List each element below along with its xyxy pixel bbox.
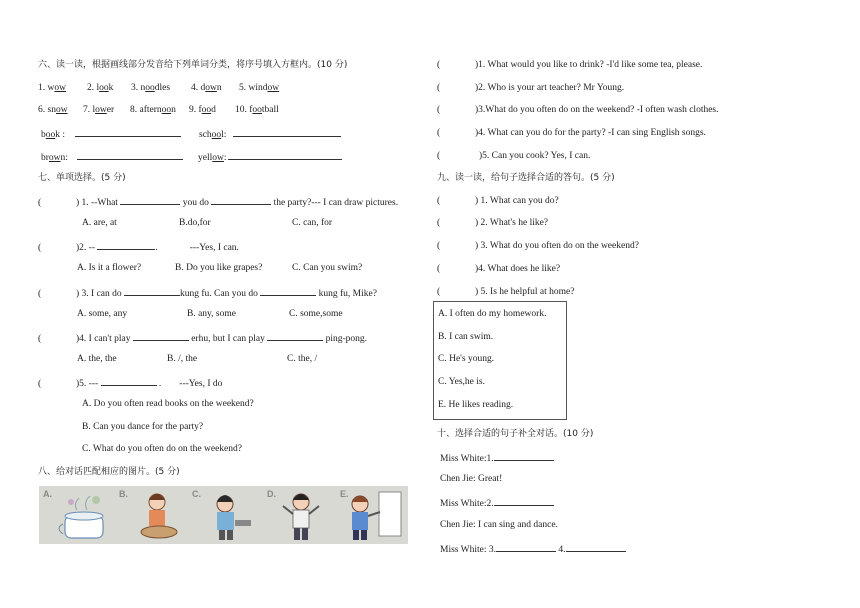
match-question-5: ( ) 5. Is he helpful at home?: [437, 287, 575, 297]
category-yellow-label: yellow:: [198, 153, 227, 163]
blank[interactable]: [101, 376, 157, 386]
answer-paren[interactable]: (: [437, 151, 441, 161]
category-yellow-blank[interactable]: [228, 150, 342, 160]
dialogue-blank-3[interactable]: [496, 542, 556, 552]
judge-question-5: ( )5. Can you cook? Yes, I can.: [437, 151, 591, 161]
answer-paren[interactable]: (: [38, 379, 42, 389]
match-question-2: ( ) 2. What's he like?: [437, 218, 549, 228]
answer-option-e: E. He likes reading.: [438, 400, 514, 410]
option-b: B. any, some: [187, 309, 236, 319]
answer-option-c: C. He's young.: [438, 354, 495, 364]
picture-label-c: C.: [192, 489, 201, 499]
mc-question-4: ( )4. I can't play erhu, but I can play ping-pong.: [38, 331, 367, 345]
answer-paren[interactable]: (: [437, 196, 441, 206]
option-c: C. can, for: [292, 218, 333, 228]
answer-paren[interactable]: (: [437, 218, 441, 228]
answer-paren[interactable]: (: [38, 289, 42, 299]
child-singing-picture: [283, 494, 319, 540]
option-a: A. some, any: [77, 309, 128, 319]
dialogue-blank-1[interactable]: [494, 451, 554, 461]
option-b: B. Do you like grapes?: [175, 263, 263, 273]
picture-label-a: A.: [43, 489, 52, 499]
option-b: B. /, the: [167, 354, 198, 364]
judge-question-1: ( )1. What would you like to drink? -I'd like some tea, please.: [437, 60, 703, 70]
category-brown-label: brown:: [41, 153, 68, 163]
word-6: 6. snow: [38, 105, 68, 115]
word-9: 9. food: [189, 105, 216, 115]
answer-paren[interactable]: (: [437, 83, 441, 93]
category-school-blank[interactable]: [233, 127, 341, 137]
answer-paren[interactable]: (: [38, 198, 42, 208]
picture-label-e: E.: [340, 489, 349, 499]
child-drawing-picture: [352, 492, 401, 540]
child-washing-picture: [141, 494, 177, 538]
section-6-title: 六、读一读，根据画线部分发音给下列单词分类，将序号填入方框内。(10 分): [38, 60, 348, 70]
tea-cup-picture: [59, 496, 103, 538]
answer-paren[interactable]: (: [437, 264, 441, 274]
mc-question-2: ( )2. -- . ---Yes, I can.: [38, 240, 239, 254]
answer-option-a: A. I often do my homework.: [438, 309, 547, 319]
word-8: 8. afternoon: [130, 105, 176, 115]
picture-illustrations: [39, 486, 408, 544]
answer-paren[interactable]: (: [437, 128, 441, 138]
answer-option-b: B. I can swim.: [438, 332, 494, 342]
judge-question-3: ( )3.What do you often do on the weekend? -I often wash clothes.: [437, 105, 719, 115]
dialogue-line-4: Chen Jie: I can sing and dance.: [440, 520, 558, 530]
word-4: 4. down: [191, 83, 222, 93]
word-2: 2. look: [87, 83, 114, 93]
blank[interactable]: [97, 240, 155, 250]
mc-options-2: [77, 262, 362, 274]
dialogue-blank-2[interactable]: [494, 496, 554, 506]
answer-paren[interactable]: (: [437, 105, 441, 115]
section-9-title: 九、读一读，给句子选择合适的答句。(5 分): [437, 173, 615, 183]
option-c: C. What do you often do on the weekend?: [82, 444, 242, 454]
option-a: A. the, the: [77, 354, 117, 364]
child-cooking-picture: [217, 495, 251, 540]
word-5: 5. window: [239, 83, 280, 93]
picture-label-b: B.: [119, 489, 128, 499]
blank[interactable]: [124, 286, 180, 296]
category-book-blank[interactable]: [75, 127, 181, 137]
mc-options-4: [77, 353, 317, 365]
category-book-label: book :: [41, 130, 66, 140]
mc-options-1: [82, 217, 332, 229]
judge-question-4: ( )4. What can you do for the party? -I can sing English songs.: [437, 128, 706, 138]
word-7: 7. lower: [83, 105, 115, 115]
picture-strip: [39, 486, 408, 544]
option-a: A. Is it a flower?: [77, 263, 142, 273]
dialogue-line-1: Miss White:1.: [440, 451, 554, 465]
section-10-title: 十、选择合适的句子补全对话。(10 分): [437, 429, 594, 439]
match-question-1: ( ) 1. What can you do?: [437, 196, 559, 206]
answer-paren[interactable]: (: [437, 287, 441, 297]
mc-options-3: [77, 308, 343, 320]
dialogue-line-3: Miss White:2.: [440, 496, 554, 510]
mc-question-5: ( )5. --- . ---Yes, I do: [38, 376, 222, 390]
match-question-3: ( ) 3. What do you often do on the weekend?: [437, 241, 639, 251]
category-row-1: [41, 127, 341, 141]
word-1: 1. wow: [38, 83, 66, 93]
answer-option-d: C. Yes,he is.: [438, 377, 485, 387]
word-3: 3. noodles: [131, 83, 171, 93]
blank[interactable]: [133, 331, 189, 341]
picture-label-d: D.: [267, 489, 276, 499]
word-row-2: [38, 104, 279, 116]
option-c: C. Can you swim?: [292, 263, 363, 273]
blank[interactable]: [211, 195, 271, 205]
option-b: B.do,for: [179, 218, 211, 228]
dialogue-line-2: Chen Jie: Great!: [440, 474, 503, 484]
category-brown-blank[interactable]: [77, 150, 183, 160]
dialogue-line-5: Miss White: 3. 4.: [440, 542, 626, 556]
blank[interactable]: [267, 331, 323, 341]
dialogue-blank-4[interactable]: [566, 542, 626, 552]
blank[interactable]: [260, 286, 316, 296]
option-a: A. Do you often read books on the weekend?: [82, 399, 254, 409]
word-10: 10. football: [235, 105, 279, 115]
judge-question-2: ( )2. Who is your art teacher? Mr Young.: [437, 83, 625, 93]
section-8-title: 八、给对话匹配相应的图片。(5 分): [38, 467, 180, 477]
word-row-1: [38, 82, 279, 94]
option-a: A. are, at: [82, 218, 117, 228]
section-7-title: 七、单项选择。(5 分): [38, 173, 126, 183]
answer-paren[interactable]: (: [437, 241, 441, 251]
answer-paren[interactable]: (: [38, 243, 42, 253]
mc-question-1: ( ) 1. --What you do the party?--- I can draw pictures.: [38, 195, 398, 209]
option-b: B. Can you dance for the party?: [82, 422, 204, 432]
category-school-label: school:: [199, 130, 227, 140]
answer-paren[interactable]: (: [38, 334, 42, 344]
mc-question-3: ( ) 3. I can do kung fu. Can you do kung fu, Mike?: [38, 286, 377, 300]
answer-paren[interactable]: (: [437, 60, 441, 70]
option-c: C. the, /: [287, 354, 318, 364]
option-c: C. some,some: [289, 309, 343, 319]
category-row-2: [41, 150, 342, 164]
blank[interactable]: [120, 195, 180, 205]
match-question-4: ( )4. What does he like?: [437, 264, 561, 274]
